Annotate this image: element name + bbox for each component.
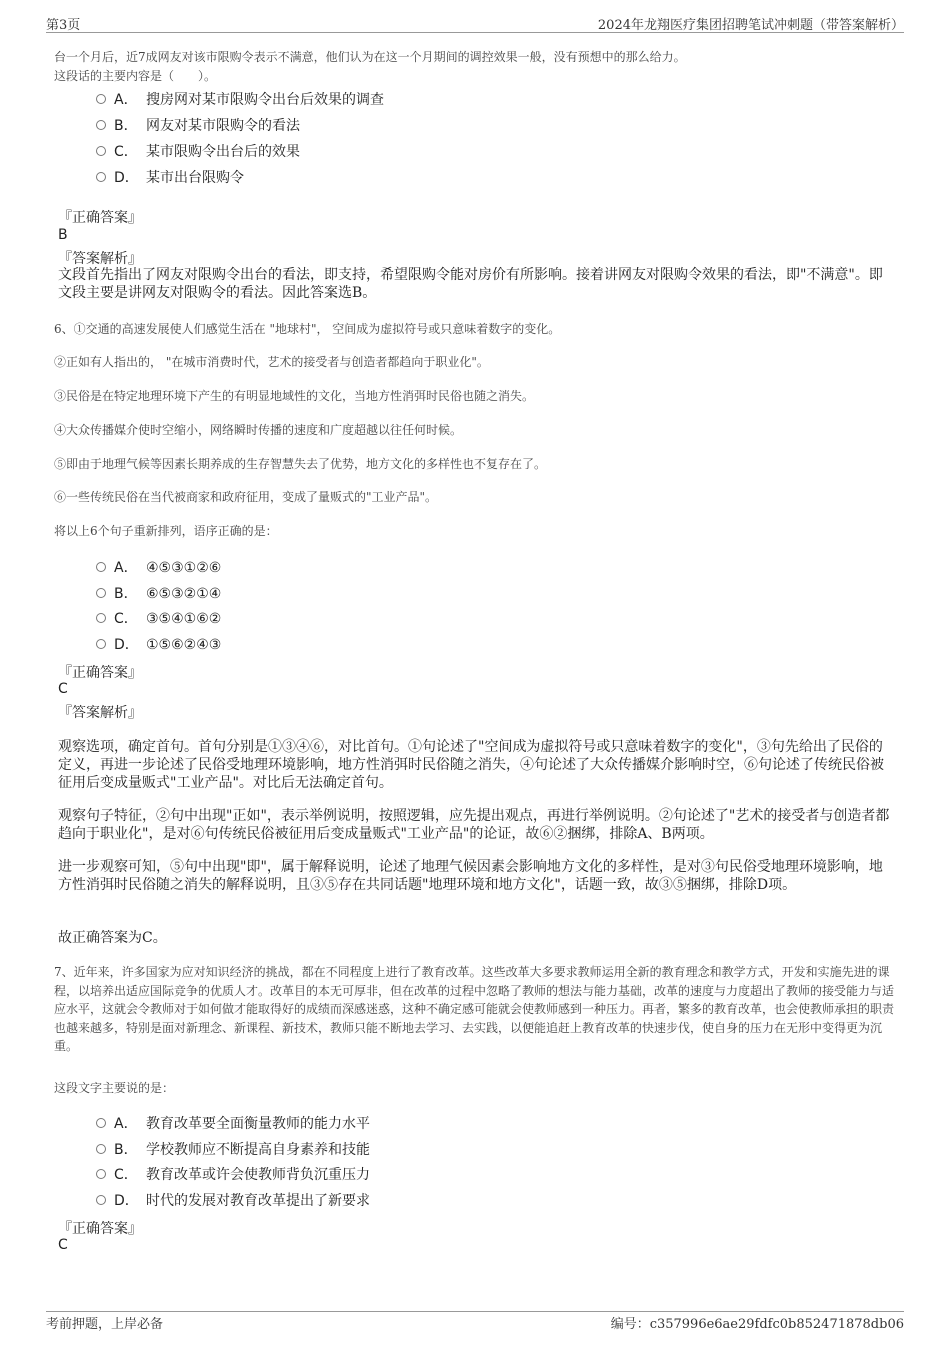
q5-option-a[interactable]: A． 搜房网对某市限购令出台后效果的调查 — [96, 89, 384, 109]
q7-option-c[interactable]: C． 教育改革或许会使教师背负沉重压力 — [96, 1164, 370, 1184]
q5-option-c[interactable]: C． 某市限购令出台后的效果 — [96, 141, 300, 161]
q6-line-5: ⑤即由于地理气候等因素长期养成的生存智慧失去了优势，地方文化的多样性也不复存在了。 — [54, 457, 547, 471]
q6-option-d[interactable]: D． ①⑤⑥②④③ — [96, 634, 221, 654]
radio-icon[interactable] — [96, 1195, 106, 1205]
radio-icon[interactable] — [96, 639, 106, 649]
q5-text-line-1: 台一个月后，近7成网友对该市限购令表示不满意，他们认为在这一个月期间的调控效果一般，没有预想中的那么给力。 — [54, 50, 686, 64]
document-id: 编号：c357996e6ae29fdfc0b852471878db06 — [610, 1317, 904, 1332]
q7-option-a[interactable]: A． 教育改革要全面衡量教师的能力水平 — [96, 1113, 370, 1133]
q6-answer-label: 『正确答案』 — [58, 665, 142, 681]
q6-analysis-paragraph-2: 观察句子特征，②句中出现"正如"，表示举例说明，按照逻辑，应先提出观点，再进行举例说明。②句论述了"艺术的接受者与创造者都趋向于职业化"，是对⑥句传统民俗被征用后变成量贩式"工业产品"的论证，故⑥②捆绑，排除A、B两项。 — [58, 808, 890, 842]
q5-analysis: 文段首先指出了网友对限购令出台的看法，即支持，希望限购令能对房价有所影响。接着讲网友对限购令效果的看法，即"不满意"。即文段主要是讲网友对限购令的看法。因此答案选B。 — [58, 267, 883, 301]
radio-icon[interactable] — [96, 120, 106, 130]
q5-answer-label: 『正确答案』 — [58, 210, 142, 226]
q6-answer: C — [58, 681, 68, 697]
q5-text-line-2: 这段话的主要内容是（ ）。 — [54, 69, 217, 83]
q7-question: 这段文字主要说的是： — [54, 1081, 175, 1095]
q6-line-2: ②正如有人指出的， "在城市消费时代，艺术的接受者与创造者都趋向于职业化"。 — [54, 355, 489, 369]
q6-analysis-paragraph-3: 进一步观察可知，⑤句中出现"即"，属于解释说明，论述了地理气候因素会影响地方文化的多样性，是对③句民俗受地理环境影响，地方性消弭时民俗随之消失的解释说明，且③⑤存在共同话题"地理环境和地方文化"，话题一致，故③⑤捆绑，排除D项。 — [58, 859, 883, 893]
radio-icon[interactable] — [96, 94, 106, 104]
radio-icon[interactable] — [96, 1118, 106, 1128]
radio-icon[interactable] — [96, 588, 106, 598]
page-footer — [46, 1313, 904, 1332]
footer-divider — [46, 1311, 904, 1312]
q6-analysis-label: 『答案解析』 — [58, 705, 142, 721]
q5-analysis-label: 『答案解析』 — [58, 251, 142, 267]
radio-icon[interactable] — [96, 1144, 106, 1154]
q7-answer-label: 『正确答案』 — [58, 1221, 142, 1237]
q7-option-d[interactable]: D． 时代的发展对教育改革提出了新要求 — [96, 1190, 370, 1210]
q7-option-b[interactable]: B． 学校教师应不断提高自身素养和技能 — [96, 1139, 370, 1159]
page-number: 第3页 — [46, 18, 81, 33]
q6-line-1: 6、①交通的高速发展使人们感觉生活在 "地球村"， 空间成为虚拟符号或只意味着数字的变化。 — [54, 322, 561, 336]
q6-line-4: ④大众传播媒介使时空缩小，网络瞬时传播的速度和广度超越以往任何时候。 — [54, 423, 463, 437]
document-title: 2024年龙翔医疗集团招聘笔试冲刺题（带答案解析） — [597, 18, 904, 33]
q5-option-b[interactable]: B． 网友对某市限购令的看法 — [96, 115, 300, 135]
q5-option-d[interactable]: D． 某市出台限购令 — [96, 167, 244, 187]
radio-icon[interactable] — [96, 146, 106, 156]
q6-line-3: ③民俗是在特定地理环境下产生的有明显地域性的文化，当地方性消弭时民俗也随之消失。 — [54, 389, 535, 403]
q6-option-b[interactable]: B． ⑥⑤③②①④ — [96, 583, 221, 603]
page-header — [46, 14, 904, 32]
radio-icon[interactable] — [96, 172, 106, 182]
radio-icon[interactable] — [96, 562, 106, 572]
q6-analysis-paragraph-4: 故正确答案为C。 — [58, 930, 167, 946]
q7-text: 7、近年来，许多国家为应对知识经济的挑战，都在不同程度上进行了教育改革。这些改革大多要求教师运用全新的教育理念和教学方式，开发和实施先进的课程，以培养出适应国际竞争的优质人才。改革目的本无可厚非，但在改革的过程中忽略了教师的想法与能力基础，改革的速度与力度超出了教师的接受能力与适应水平，这就会令教师对于如何做才能取得好的成绩而深感迷惑，这种不确定感可能就会使教师感到一种压力。再者，繁多的教育改革，也会使教师承担的职责也越来越多，特别是面对新理念、新课程、新技术，教师只能不断地去学习、去实践，以便能追赶上教育改革的快速步伐，使自身的压力在无形中变得更为沉重。 — [54, 965, 895, 1053]
header-divider — [46, 32, 904, 33]
q6-analysis-paragraph-1: 观察选项，确定首句。首句分别是①③④⑥，对比首句。①句论述了"空间成为虚拟符号或只意味着数字的变化"，③句先给出了民俗的定义，再进一步论述了民俗受地理环境影响，地方性消弭时民俗随之消失，④句论述了大众传播媒介影响时空，⑥句论述了传统民俗被征用后变成量贩式"工业产品"。对比后无法确定首句。 — [58, 739, 884, 791]
radio-icon[interactable] — [96, 1169, 106, 1179]
radio-icon[interactable] — [96, 613, 106, 623]
q6-question: 将以上6个句子重新排列，语序正确的是： — [54, 524, 278, 538]
q6-option-c[interactable]: C． ③⑤④①⑥② — [96, 608, 221, 628]
footer-slogan: 考前押题，上岸必备 — [46, 1317, 164, 1332]
q5-answer: B — [58, 227, 68, 243]
q6-line-6: ⑥一些传统民俗在当代被商家和政府征用，变成了量贩式的"工业产品"。 — [54, 490, 438, 504]
q7-answer: C — [58, 1237, 68, 1253]
q6-option-a[interactable]: A． ④⑤③①②⑥ — [96, 557, 221, 577]
